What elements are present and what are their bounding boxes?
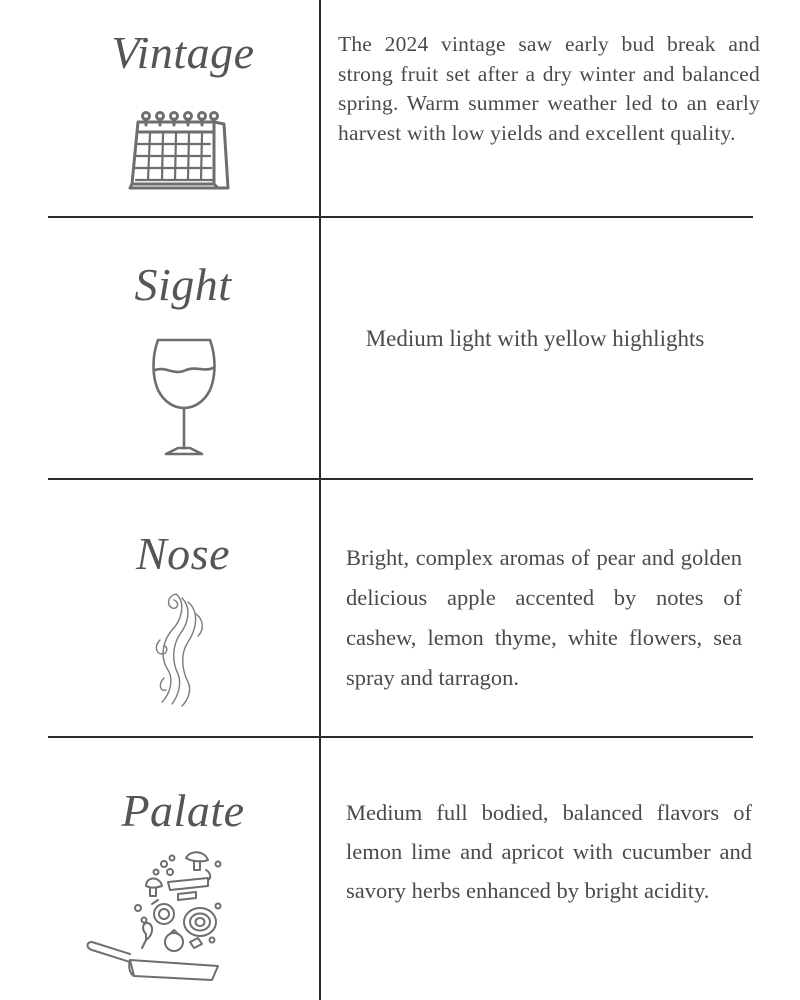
- row-divider-1: [48, 216, 753, 218]
- food-pan-icon: [86, 848, 226, 988]
- calendar-icon: [128, 108, 232, 192]
- sight-description: Medium light with yellow highlights: [365, 326, 705, 351]
- nose-heading: Nose: [136, 528, 230, 579]
- aroma-swirl-icon: [152, 590, 208, 710]
- row-divider-3: [48, 736, 753, 738]
- nose-description: Bright, complex aromas of pear and golden delicious apple accented by notes of cashew, lemon thyme, white flowers, sea spray and tarragon.: [346, 545, 742, 690]
- sight-heading: Sight: [134, 259, 232, 310]
- row-divider-2: [48, 478, 753, 480]
- wine-glass-icon: [150, 336, 218, 458]
- vintage-description: The 2024 vintage saw early bud break and strong fruit set after a dry winter and balanced spring. Warm summer weather led to an early harvest with low yields and excellent quality.: [338, 32, 760, 145]
- palate-description: Medium full bodied, balanced flavors of lemon lime and apricot with cucumber and savory herbs enhanced by bright acidity.: [346, 800, 752, 903]
- center-divider: [319, 0, 321, 1000]
- vintage-heading: Vintage: [111, 27, 255, 78]
- palate-heading: Palate: [121, 785, 245, 836]
